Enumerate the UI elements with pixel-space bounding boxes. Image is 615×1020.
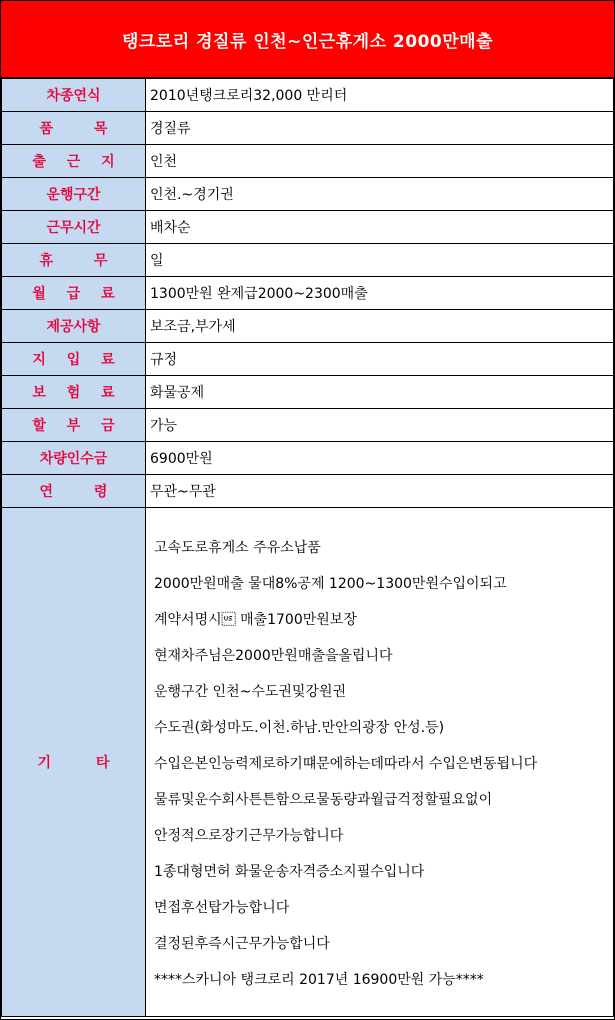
row-label-workplace: 출 근 지 xyxy=(2,145,146,178)
row-value-workplace: 인천 xyxy=(146,145,614,178)
row-label-vehicle-year: 차종연식 xyxy=(2,79,146,112)
table-row xyxy=(2,442,614,475)
table-row xyxy=(2,343,614,376)
etc-note-line: 운행구간 인천~수도권및강원권 xyxy=(154,684,346,700)
table-row xyxy=(2,244,614,277)
etc-note-line: 안정적으로장기근무가능합니다 xyxy=(154,828,344,844)
details-table xyxy=(1,78,614,1017)
row-value-benefits: 보조금,부가세 xyxy=(146,310,614,343)
row-label-installment: 할 부 금 xyxy=(2,409,146,442)
etc-note-line: 결정된후즉시근무가능합니다 xyxy=(154,936,330,952)
row-label-day-off: 휴 무 xyxy=(2,244,146,277)
table-row xyxy=(2,409,614,442)
row-label-vehicle-takeover: 차량인수금 xyxy=(2,442,146,475)
row-value-etc xyxy=(146,508,614,1017)
etc-note-line: 2000만원매출 물대8%공제 1200~1300만원수입이되고 xyxy=(154,576,507,592)
row-label-work-hours: 근무시간 xyxy=(2,211,146,244)
etc-note-line: 수입은본인능력제로하기떄문에하는데따라서 수입은변동됩니다 xyxy=(154,756,538,772)
etc-notes xyxy=(150,508,613,998)
row-label-etc: 기 타 xyxy=(2,508,146,1017)
table-row xyxy=(2,475,614,508)
etc-note-line: ****스카니아 탱크로리 2017년 16900만원 가능**** xyxy=(154,972,484,988)
table-row xyxy=(2,211,614,244)
etc-note-line: 수도권(화성마도.이천.하남.만안의광장 안성.등) xyxy=(154,720,445,736)
row-label-item: 품 목 xyxy=(2,112,146,145)
table-row xyxy=(2,79,614,112)
row-label-age: 연 령 xyxy=(2,475,146,508)
row-label-insurance: 보 험 료 xyxy=(2,376,146,409)
row-value-item: 경질류 xyxy=(146,112,614,145)
etc-note-line: 1종대형면허 화물운송자격증소지필수입니다 xyxy=(154,864,425,880)
table-row xyxy=(2,376,614,409)
row-label-benefits: 제공사항 xyxy=(2,310,146,343)
table-row-etc xyxy=(2,508,614,1017)
row-value-entry-fee: 규정 xyxy=(146,343,614,376)
row-label-salary: 월 급 료 xyxy=(2,277,146,310)
row-value-route: 인천.~경기권 xyxy=(146,178,614,211)
page-title: 탱크로리 경질류 인천~인근휴게소 2000만매출 xyxy=(1,1,614,78)
row-label-route: 운행구간 xyxy=(2,178,146,211)
table-row xyxy=(2,310,614,343)
row-value-day-off: 일 xyxy=(146,244,614,277)
table-row xyxy=(2,145,614,178)
row-value-salary: 1300만원 완제급2000~2300매출 xyxy=(146,277,614,310)
row-value-age: 무관~무관 xyxy=(146,475,614,508)
row-label-entry-fee: 지 입 료 xyxy=(2,343,146,376)
table-row xyxy=(2,112,614,145)
etc-note-line: 면접후선탑가능합니다 xyxy=(154,900,290,916)
etc-note-line: 현재차주님은2000만원매출을올립니다 xyxy=(154,648,393,664)
row-value-installment: 가능 xyxy=(146,409,614,442)
table-row xyxy=(2,178,614,211)
row-value-vehicle-takeover: 6900만원 xyxy=(146,442,614,475)
row-value-work-hours: 배차순 xyxy=(146,211,614,244)
etc-note-line: 계약서명시 매출1700만원보장 xyxy=(154,612,357,628)
table-row xyxy=(2,277,614,310)
row-value-vehicle-year: 2010년탱크로리32,000 만리터 xyxy=(146,79,614,112)
etc-note-line: 물류및운수회사튼튼함으로물동량과월급걱정할필요없이 xyxy=(154,792,493,808)
etc-note-line: 고속도로휴게소 주유소납품 xyxy=(154,540,321,556)
row-value-insurance: 화물공제 xyxy=(146,376,614,409)
